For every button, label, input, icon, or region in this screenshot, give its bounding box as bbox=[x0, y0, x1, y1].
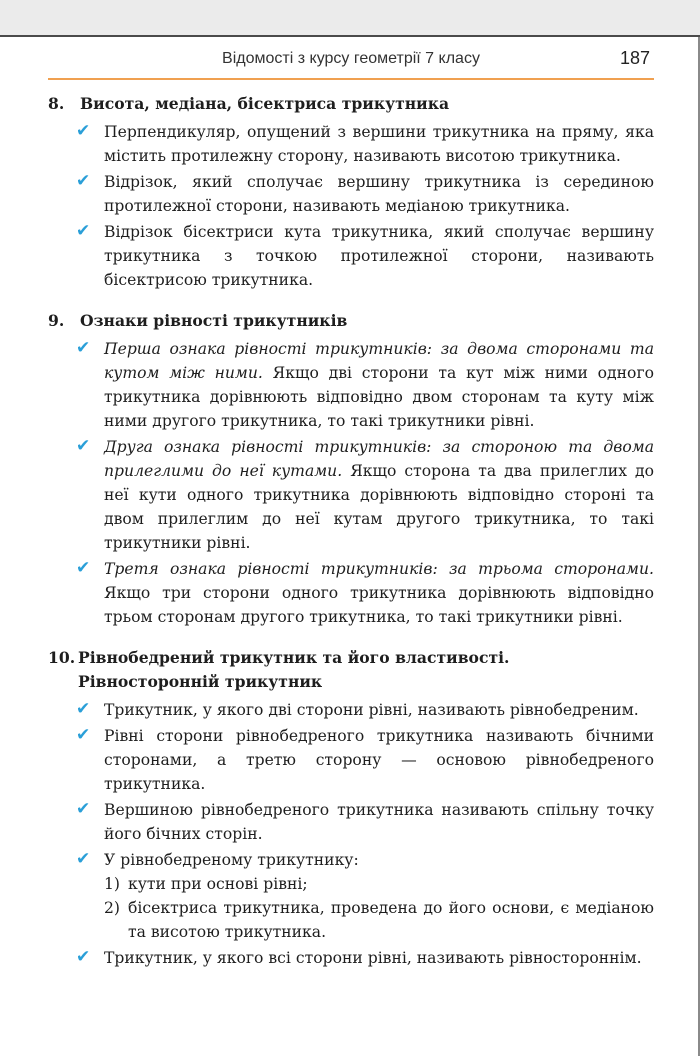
page-number: 187 bbox=[619, 48, 650, 68]
check-icon: ✔ bbox=[76, 221, 91, 241]
check-icon: ✔ bbox=[76, 171, 91, 191]
check-icon: ✔ bbox=[76, 338, 91, 358]
item-text: Відрізок бісектриси кута трикутника, який сполучає вершину трикутника з точкою протилежної сторони, називають бісектрисою трикутника. bbox=[104, 223, 654, 289]
list-item bbox=[48, 946, 654, 970]
check-icon: ✔ bbox=[76, 436, 91, 456]
list-item bbox=[48, 435, 654, 555]
section-heading bbox=[48, 92, 654, 116]
criterion-name: Друга ознака рівності трикутників: за стороною та двома прилеглими до неї кутами. bbox=[104, 438, 654, 480]
list-item bbox=[48, 120, 654, 168]
list-item bbox=[48, 848, 654, 944]
criterion-text: Якщо дві сторони та кут між ними одного трикутника дорівнюють відповідно двом сторонам та куту між ними другого трикутника, то такі трикутники рівні. bbox=[104, 364, 654, 430]
section-number: 8. bbox=[48, 94, 65, 113]
list-item bbox=[48, 557, 654, 629]
section-heading bbox=[48, 646, 654, 694]
check-icon: ✔ bbox=[76, 725, 91, 745]
sublist-text: бісектриса трикутника, проведена до його основи, є медіаною та висотою трикутника. bbox=[128, 899, 654, 941]
item-text: Рівні сторони рівнобедреного трикутника називають бічними сторонами, а третю сторону — основою рівнобедреного трикутника. bbox=[104, 727, 654, 793]
item-text: Вершиною рівнобедреного трикутника називають спільну точку його бічних сторін. bbox=[104, 801, 654, 843]
section-heading bbox=[48, 309, 654, 333]
list-item bbox=[48, 798, 654, 846]
criterion-name: Перша ознака рівності трикутників: за двома сторонами та кутом між ними. bbox=[104, 340, 654, 382]
check-icon: ✔ bbox=[76, 849, 91, 869]
item-text: Відрізок, який сполучає вершину трикутника із серединою протилежної сторони, називають медіаною трикутника. bbox=[104, 173, 654, 215]
section-8 bbox=[48, 92, 654, 292]
list-item bbox=[48, 698, 654, 722]
item-text bbox=[104, 848, 654, 944]
item-text bbox=[104, 337, 654, 433]
item-text: Трикутник, у якого всі сторони рівні, називають рівностороннім. bbox=[104, 949, 642, 967]
section-title: Ознаки рівності трикутників bbox=[80, 311, 348, 330]
top-toolbar-strip bbox=[0, 0, 700, 37]
item-text: Перпендикуляр, опущений з вершини трикутника на пряму, яка містить протилежну сторону, називають висотою трикутника. bbox=[104, 123, 654, 165]
section-number: 9. bbox=[48, 311, 65, 330]
check-icon: ✔ bbox=[76, 121, 91, 141]
list-item bbox=[48, 220, 654, 292]
section-title: Рівнобедрений трикутник та його властивості. Рівносторонній трикутник bbox=[78, 648, 510, 691]
list-item bbox=[48, 170, 654, 218]
running-title: Відомості з курсу геометрії 7 класу bbox=[222, 50, 480, 67]
check-icon: ✔ bbox=[76, 947, 91, 967]
item-text: Трикутник, у якого дві сторони рівні, називають рівнобедреним. bbox=[104, 701, 639, 719]
check-icon: ✔ bbox=[76, 699, 91, 719]
section-number: 10. bbox=[48, 648, 76, 667]
section-title: Висота, медіана, бісектриса трикутника bbox=[80, 94, 450, 113]
sublist-number: 1) bbox=[104, 875, 121, 893]
sublist-text: кути при основі рівні; bbox=[128, 875, 308, 893]
check-icon: ✔ bbox=[76, 799, 91, 819]
section-10 bbox=[48, 646, 654, 970]
sublist-intro: У рівнобедреному трикутнику: bbox=[104, 851, 359, 869]
page-header bbox=[48, 50, 654, 80]
sublist-number: 2) bbox=[104, 899, 121, 917]
item-text bbox=[104, 435, 654, 555]
list-item bbox=[48, 337, 654, 433]
sublist-item bbox=[104, 872, 654, 896]
check-icon: ✔ bbox=[76, 558, 91, 578]
list-item bbox=[48, 724, 654, 796]
item-text bbox=[104, 557, 654, 629]
section-9 bbox=[48, 309, 654, 629]
criterion-name: Третя ознака рівності трикутників: за трьома сторонами. bbox=[104, 560, 654, 578]
sublist-item bbox=[104, 896, 654, 944]
criterion-text: Якщо сторона та два прилеглих до неї кути одного трикутника дорівнюють відповідно стороні та двом прилеглим до неї кутам другого трикутника, то такі трикутники рівні. bbox=[104, 462, 654, 552]
page-content bbox=[48, 92, 654, 987]
criterion-text: Якщо три сторони одного трикутника дорівнюють відповідно трьом сторонам другого трикутника, то такі трикутники рівні. bbox=[104, 584, 654, 626]
